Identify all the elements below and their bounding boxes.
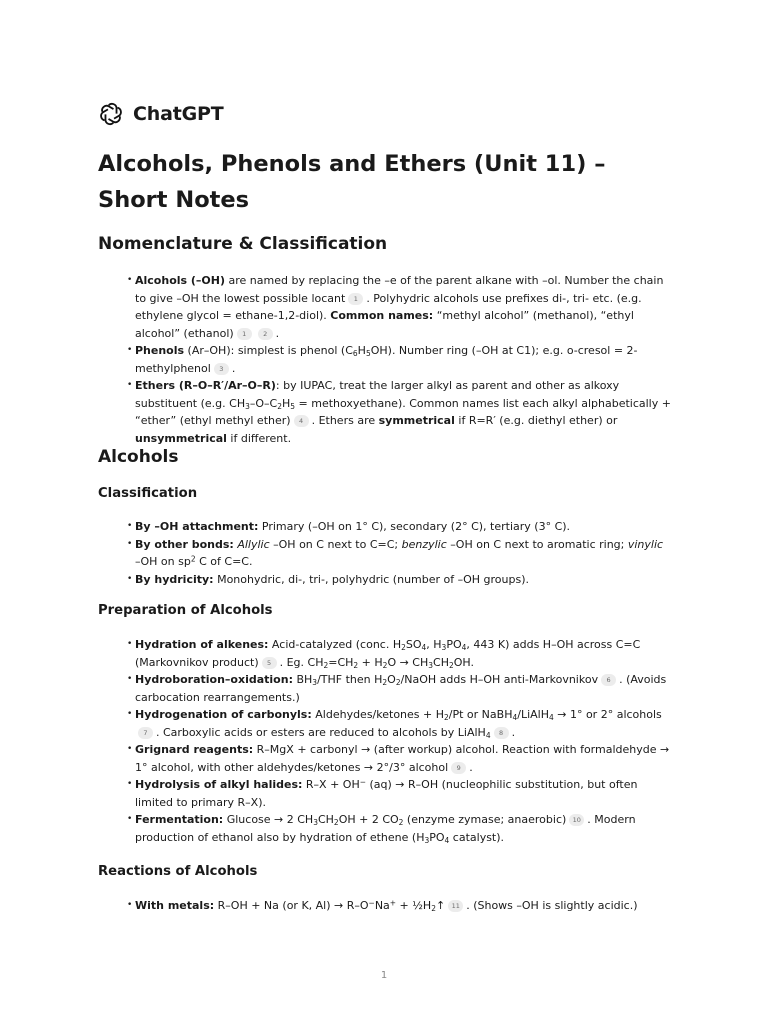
subheading-reactions: Reactions of Alcohols bbox=[98, 864, 258, 879]
list-item: • Grignard reagents: R–MgX + carbonyl → (after workup) alcohol. Reaction with formaldehyde → 1° alcohol, with other aldehydes/ketones → 2°/3° alcohol 9 . bbox=[127, 741, 672, 776]
list-item: • Phenols (Ar–OH): simplest is phenol $(C_6H_5OH)$. Number ring (–OH at C1); e.g. o-cresol = 2-methylphenol 3 . bbox=[127, 342, 672, 377]
list-item: • By hydricity: Monohydric, di-, tri-, polyhydric (number of –OH groups). bbox=[127, 571, 672, 589]
subheading-preparation: Preparation of Alcohols bbox=[98, 603, 273, 618]
preparation-list bbox=[127, 636, 672, 846]
page-number: 1 bbox=[380, 970, 388, 981]
list-item: • By other bonds: Allylic –OH on C next to C=C; benzylic –OH on C next to aromatic ring; vinylic –OH on $sp^2$ C of C=C. bbox=[127, 536, 672, 571]
list-item: • Hydrogenation of carbonyls: Aldehydes/ketones + $H_2/Pt$ or NaBH$_4$/LiAlH$_4$ → 1° or 2° alcohols7 . Carboxylic acids or esters are reduced to alcohols by LiAlH$_4$ 8 . bbox=[127, 706, 672, 741]
section-heading-alcohols: Alcohols bbox=[98, 447, 179, 467]
list-item: • Alcohols (–OH) are named by replacing the –e of the parent alkane with –ol. Number the chain to give –OH the lowest possible locant 1 . Polyhydric alcohols use prefixes di-, tri- etc. (e.g. ethylene glycol = ethane-1,2-diol). Common names: “methyl alcohol” (methanol), “ethyl alcohol” (ethanol) 1 2 . bbox=[127, 272, 672, 342]
citation-badge[interactable]: 1 bbox=[237, 328, 252, 340]
list-item: • With metals: R–OH + Na (or K, $Al) \to R-O^-Na^+ + \frac{1}{2}H_2↑$ 11 . (Shows –OH is slightly acidic.) bbox=[127, 897, 672, 915]
citation-badge[interactable]: 4 bbox=[294, 415, 309, 427]
citation-badge[interactable]: 1 bbox=[348, 293, 363, 305]
citation-badge[interactable]: 10 bbox=[569, 814, 584, 826]
section-heading-nomenclature: Nomenclature & Classification bbox=[98, 234, 388, 254]
citation-badge[interactable]: 6 bbox=[601, 674, 616, 686]
brand-name: ChatGPT bbox=[133, 103, 224, 125]
list-item: • Fermentation: Glucose → 2 $CH_3CH_2OH + 2$ $CO_2$ (enzyme zymase; anaerobic) 10 . Modern production of ethanol also by hydration of ethene ($H_3PO_4$ catalyst). bbox=[127, 811, 672, 846]
reactions-list bbox=[127, 897, 672, 915]
citation-badge[interactable]: 5 bbox=[262, 657, 277, 669]
citation-badge[interactable]: 9 bbox=[451, 762, 466, 774]
nomenclature-list bbox=[127, 272, 672, 447]
brand-header bbox=[98, 101, 223, 127]
citation-badge[interactable]: 7 bbox=[138, 727, 153, 739]
citation-badge[interactable]: 2 bbox=[258, 328, 273, 340]
list-item: • Hydroboration–oxidation: $BH_3$/THF then $H_2O_2$/NaOH adds H–OH anti-Markovnikov 6 . (Avoids carbocation rearrangements.) bbox=[127, 671, 672, 706]
list-item: • Hydrolysis of alkyl halides: R–X + OH− (aq) → R–OH (nucleophilic substitution, but often limited to primary R–X). bbox=[127, 776, 672, 811]
openai-logo-icon bbox=[98, 101, 124, 127]
citation-badge[interactable]: 11 bbox=[448, 900, 463, 912]
page-title: Alcohols, Phenols and Ethers (Unit 11) – Short Notes bbox=[98, 151, 606, 213]
list-item: • Ethers (R–O–R′/Ar–O–R): by IUPAC, treat the larger alkyl as parent and other as alkoxy substituent (e.g. $CH_3-O-C_2H_5$ = methoxyethane). Common names list each alkyl alphabetically + “ether” (ethyl methyl ether) 4 . Ethers are symmetrical if R=R′ (e.g. diethyl ether) or unsymmetrical if different. bbox=[127, 377, 672, 447]
list-item: • Hydration of alkenes: Acid-catalyzed (conc. $H_2SO_4$, $H_3PO_4$, 443 K) adds H–OH across C=C (Markovnikov product) 5 . Eg. $CH_2=CH_2 + H_2O \to CH_3CH_2OH$. bbox=[127, 636, 672, 671]
subheading-classification: Classification bbox=[98, 486, 198, 501]
classification-list bbox=[127, 518, 672, 588]
citation-badge[interactable]: 3 bbox=[214, 363, 229, 375]
citation-badge[interactable]: 8 bbox=[494, 727, 509, 739]
list-item: • By –OH attachment: Primary (–OH on 1° C), secondary (2° C), tertiary (3° C). bbox=[127, 518, 672, 536]
